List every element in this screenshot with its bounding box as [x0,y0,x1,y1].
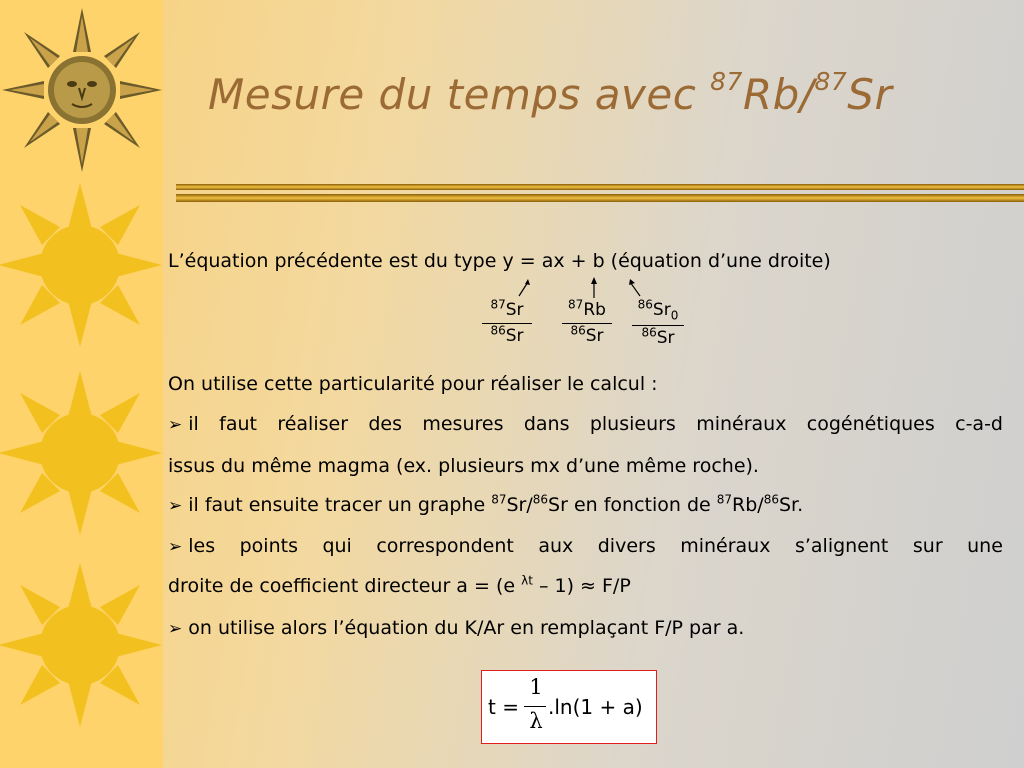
sun-face-icon [2,5,162,175]
word: c-a-d [955,413,1003,435]
title-divider [176,182,1024,206]
bullet-1-line-1 [168,413,1003,435]
element-symbol: Sr [505,300,524,320]
mass-number: 86 [570,323,586,338]
word: réaliser [277,413,349,435]
word: points [239,535,298,557]
element-symbol: Sr [585,326,604,346]
bullet-2: ➢ il faut ensuite tracer un graphe $^{87}$Sr/$^{86}$Sr en fonction de $^{87}$Rb/$^{86}$Sr. [168,492,804,516]
bullet-arrow-icon: ➢ [168,496,183,516]
word: divers [597,535,656,557]
word: dans [523,413,570,435]
bullet-3-line-1 [168,535,1003,557]
formula-rhs: .ln(1 + a) [548,695,643,719]
intro-line: L’équation précédente est du type y = ax + b (équation d’une droite) [168,250,831,272]
title-rb-symbol: Rb/ [742,70,815,119]
word: correspondent [376,535,514,557]
word: minéraux [680,535,771,557]
word: plusieurs [589,413,676,435]
word: mesures [422,413,504,435]
element-symbol: Rb [583,300,606,320]
sun-icon [0,180,162,350]
element-symbol: Sr [505,326,524,346]
bullet-3-line-2: droite de coefficient directeur a = (e $^{\lambda t}$ – 1) ≈ F/P [168,573,631,597]
title-sr-symbol: Sr [847,70,893,119]
mass-number: 87 [490,297,506,312]
formula-denominator: λ [529,709,543,733]
ratio-rb87-sr86 [562,297,612,346]
word: des [368,413,403,435]
mass-number: 86 [637,297,653,312]
element-symbol: Sr [652,300,671,320]
fraction-bar [524,706,546,707]
title-text: Mesure du temps avec [208,70,711,119]
formula-lhs: t = [488,695,519,719]
word: cogénétiques [806,413,935,435]
bullet-4: ➢ on utilise alors l’équation du K/Ar en remplaçant F/P par a. [168,617,745,639]
sun-icon [0,368,162,538]
mass-number: 87 [568,297,584,312]
mass-number: 86 [641,325,657,340]
word: s’alignent [794,535,889,557]
slide-title [208,67,893,119]
mass-number: 86 [490,323,506,338]
bullet-arrow-icon: ➢ les [168,535,216,557]
title-sr-mass: 87 [814,67,848,96]
word: une [967,535,1003,557]
formula-numerator: 1 [529,675,543,699]
word: qui [322,535,352,557]
ratio-sr87-sr86 [482,297,532,346]
ratio-sr86-0-sr86 [632,297,684,349]
exponent-lambda-t: λt [521,573,533,588]
bullet-1-line-2: issus du même magma (ex. plusieurs mx d’une même roche). [168,455,759,477]
subscript-zero: 0 [670,308,679,323]
word: minéraux [696,413,787,435]
calc-line: On utilise cette particularité pour réaliser le calcul : [168,373,658,395]
word: sur [912,535,943,557]
bullet-arrow-icon: ➢ [168,619,183,639]
word: faut [219,413,257,435]
element-symbol: Sr [656,328,675,349]
bullet-arrow-icon: ➢ il [168,413,199,435]
sun-icon [0,560,162,730]
word: aux [538,535,574,557]
title-rb-mass: 87 [710,67,743,96]
formula-box [481,670,657,744]
